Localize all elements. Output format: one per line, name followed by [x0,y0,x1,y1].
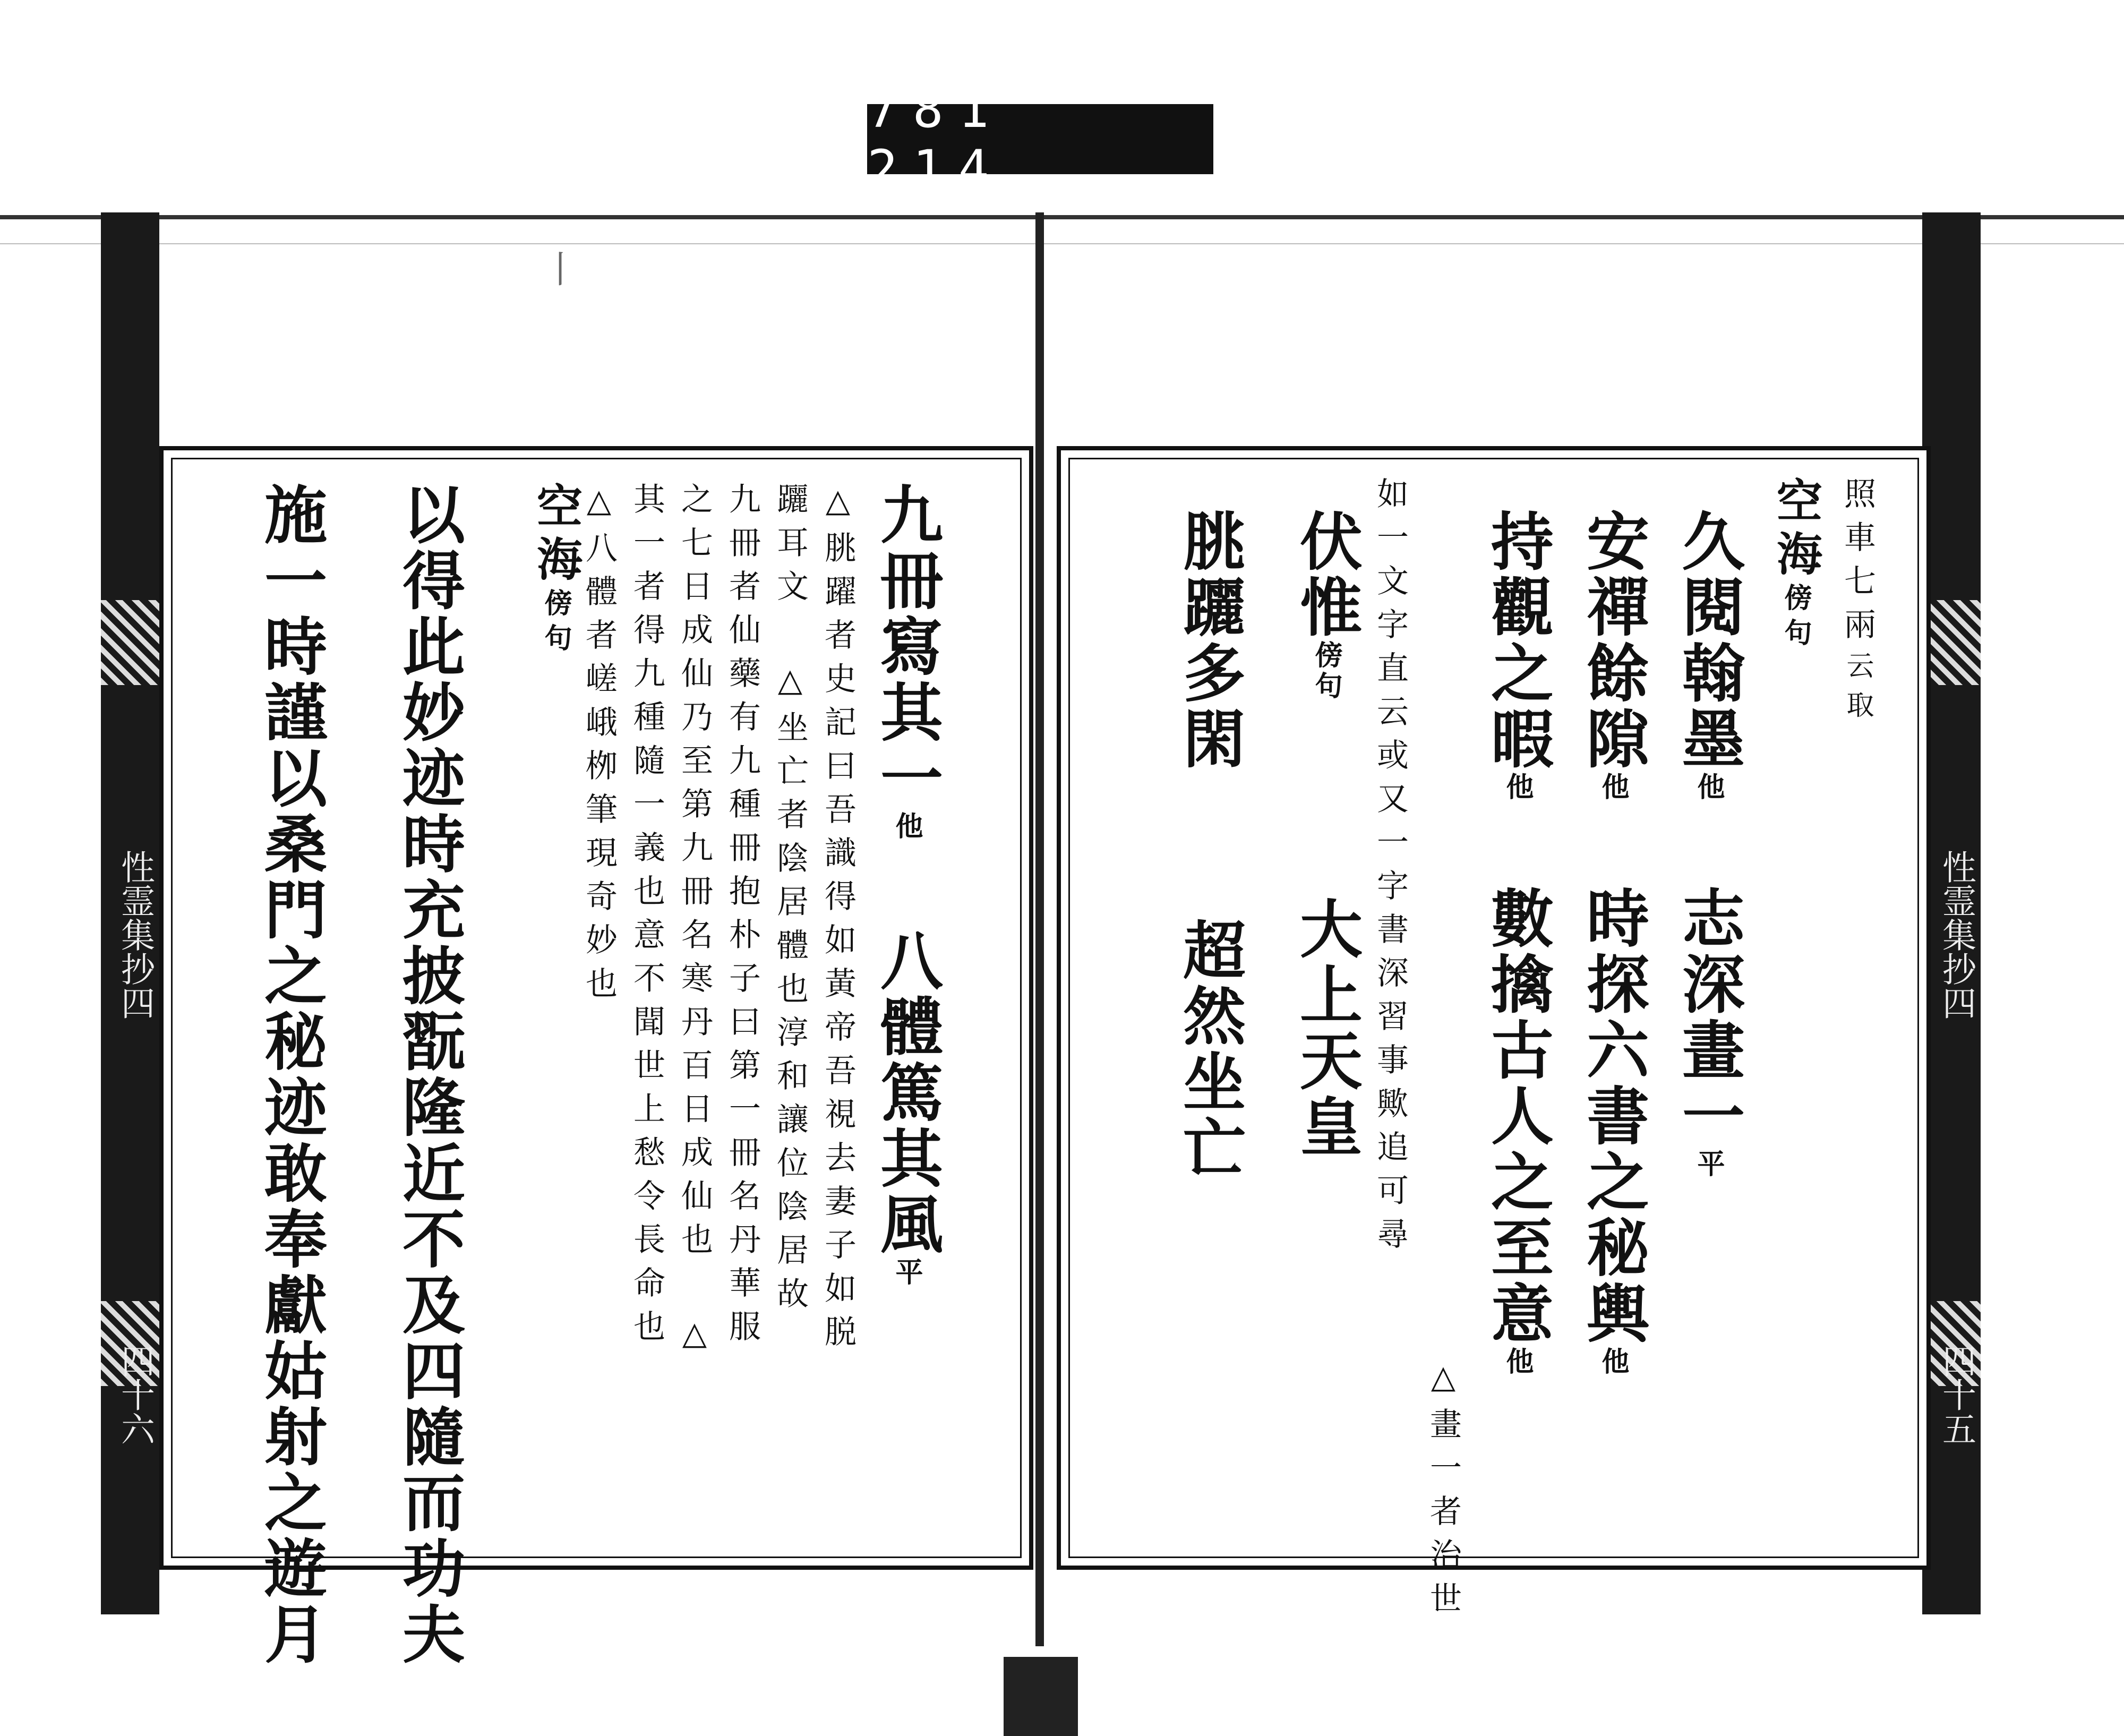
column-note: 他 [1597,1347,1629,1378]
text-column [254,482,328,1667]
column-text: 八體篤其風 [870,928,944,1258]
spine-label: 性霊集抄四 [1937,850,1976,1020]
text-column [1769,477,1822,653]
text-column [1172,509,1246,772]
text-column [529,482,583,659]
right-binding-edge [1922,212,1981,1614]
column-text: 時探六書之秘輿 [1576,886,1650,1347]
column-text: 空海 [1769,477,1822,583]
column-text: 超然坐亡 [1172,918,1246,1181]
column-note: 傍句 [1310,640,1342,702]
text-column [1480,886,1554,1378]
column-text: 伏惟 [1289,509,1363,640]
column-text: 久閱翰墨 [1672,509,1745,772]
column-text: 九冊者仙藥有九種冊抱朴子曰第一冊名丹華服 [724,482,761,1353]
text-column [1839,477,1876,730]
text-column [1480,509,1554,803]
text-column [724,482,761,1353]
column-note: 傍句 [1779,583,1812,653]
text-column [819,482,857,1358]
binding-ornament-top [1922,600,1981,685]
column-text: 照車七兩 [1839,477,1876,651]
column-note: 他 [1692,772,1725,803]
text-column [1372,477,1409,1261]
text-column [1672,886,1745,1180]
text-column [1425,1358,1462,1625]
text-column [628,482,665,1353]
text-column [870,482,944,842]
text-column [392,482,466,1667]
text-column [1576,886,1650,1378]
text-column [772,482,809,1320]
column-note: 云取 [1842,651,1873,730]
column-note: 平 [1692,1149,1725,1180]
column-text: 安禪餘隙 [1576,509,1650,772]
column-text: 九冊寫其一 [870,482,944,811]
page-number: 四十六 [115,1344,155,1446]
column-text: 之七日成仙乃至第九冊名寒丹百日成仙也 △ [676,482,713,1364]
text-column [1672,509,1745,803]
text-column [580,482,618,1010]
left-text-frame [159,446,1033,1667]
right-text-frame [1057,446,1931,1625]
text-column [870,928,944,1288]
column-note: 他 [1501,772,1534,803]
text-column [1172,918,1246,1181]
column-note: 他 [1597,772,1629,803]
column-text: 以得此妙迹時充披翫隆近不及四隨而功夫 [392,482,466,1667]
column-text: 施一時謹以桑門之秘迹敢奉獻姑射之遊月 [254,482,328,1667]
column-text: △朓躍者史記曰吾識得如黃帝吾視去妻子如脱 [819,482,857,1358]
column-text: 持觀之暇 [1480,509,1554,772]
column-text: 躧耳文 △坐亡者陰居體也淳和讓位陰居故 [772,482,809,1320]
text-column [1289,509,1363,702]
column-text: 如一文字直云或又一字書深習事歟追可尋 [1372,477,1409,1261]
left-binding-edge [101,212,159,1614]
column-text: 數擒古人之至意 [1480,886,1554,1347]
column-text: 大上天皇 [1289,896,1363,1160]
book-spine [1035,212,1044,1646]
column-text: 朓躧多閑 [1172,509,1246,772]
archive-stamp: 781 214. [867,104,1213,174]
page-number: 四十五 [1937,1344,1976,1446]
text-column [676,482,713,1364]
column-note: 他 [1501,1347,1534,1378]
column-note: 他 [890,811,923,842]
column-text: 志深畫一 [1672,886,1745,1149]
column-note: 平 [890,1258,923,1288]
spine-clip [1004,1657,1078,1736]
column-text: 空海 [529,482,583,588]
column-text: △八體者嵯峨栁筆現奇妙也 [580,482,618,1010]
column-text: △畫一者治世 [1425,1358,1462,1625]
text-column [1289,896,1363,1160]
text-column [1576,509,1650,803]
margin-mark: 丨 [536,250,579,287]
binding-ornament-top [101,600,159,685]
column-text: 其一者得九種隨一義也意不聞世上愁令長命也 [628,482,665,1353]
spine-label: 性霊集抄四 [115,850,155,1020]
column-note: 傍句 [539,588,572,659]
